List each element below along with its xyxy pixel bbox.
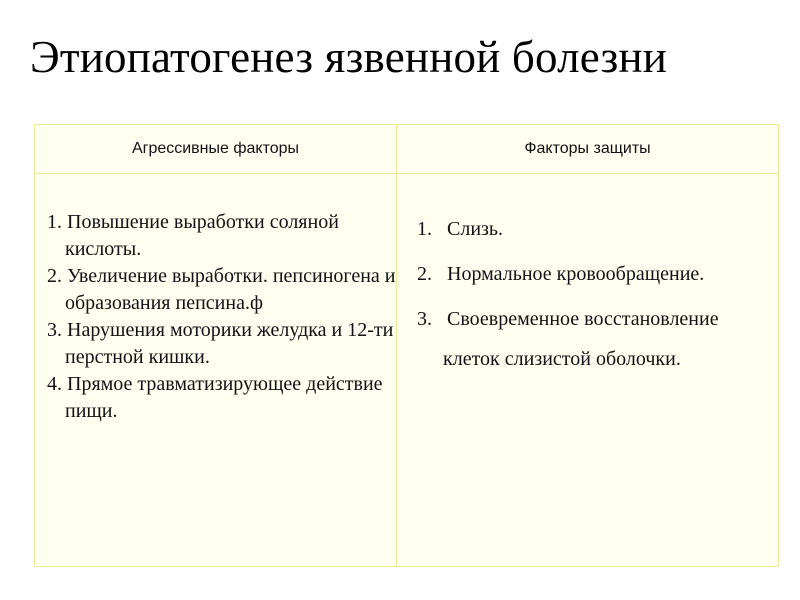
table-header-row — [35, 125, 778, 174]
list-item — [47, 209, 397, 263]
item-text: Нарушения моторики желудка и 12-ти перстной кишки. — [65, 319, 394, 368]
item-text: Своевременное восстановление клеток слизистой оболочки. — [443, 308, 719, 370]
list-item — [417, 209, 757, 249]
header-protective-factors: Факторы защиты — [524, 140, 651, 157]
list-item — [417, 299, 757, 379]
item-text: Прямое травматизирующее действие пищи. — [65, 373, 383, 422]
item-number: 3. — [47, 319, 67, 341]
aggressive-factors-list — [47, 209, 397, 425]
factors-table — [34, 124, 779, 567]
item-text: Слизь. — [447, 218, 504, 240]
item-number: 2. — [417, 263, 442, 285]
item-number: 2. — [47, 265, 67, 287]
item-number: 1. — [417, 218, 442, 240]
protective-factors-list — [417, 209, 757, 384]
item-text: Повышение выработки соляной кислоты. — [65, 211, 339, 260]
list-item — [47, 371, 397, 425]
list-item — [47, 263, 397, 317]
header-aggressive-factors: Агрессивные факторы — [131, 140, 300, 157]
list-item — [47, 317, 397, 371]
item-text: Нормальное кровообращение. — [447, 263, 705, 285]
item-number: 1. — [47, 211, 67, 233]
item-text: Увеличение выработки. пепсиногена и образования пепсина.ф — [65, 265, 396, 314]
item-number: 3. — [417, 308, 442, 330]
item-number: 4. — [47, 373, 67, 395]
list-item — [417, 254, 757, 294]
page-title: Этиопатогенез язвенной болезни — [30, 32, 668, 82]
table-body-row — [35, 174, 778, 566]
